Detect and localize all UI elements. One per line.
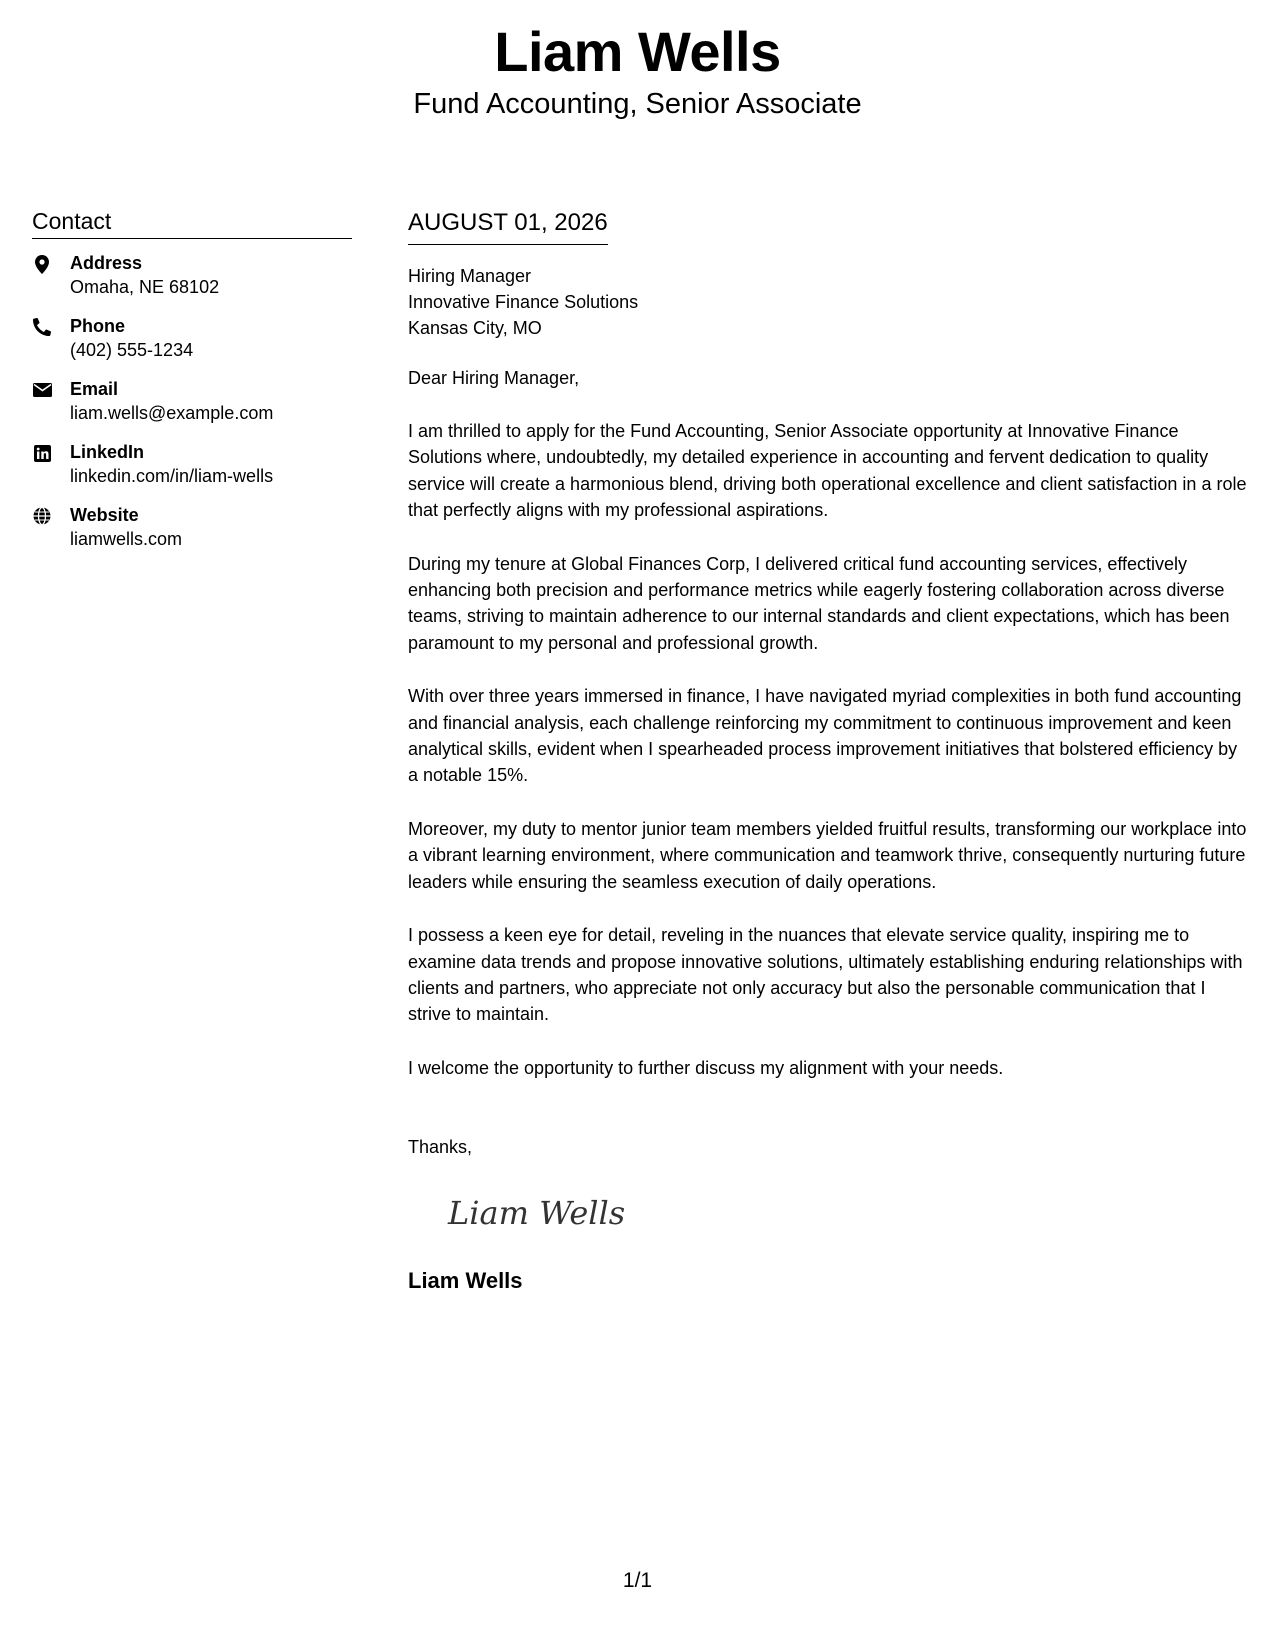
paragraph-2: During my tenure at Global Finances Corp, I delivered critical fund accounting services, effectively enhancing both precision and performance metrics while eagerly fostering collaboration across diverse teams, striving to maintain adherence to our internal standards and client expectations, which has been paramount to my personal and professional growth. xyxy=(408,553,1230,653)
letter-body xyxy=(408,207,1250,1295)
phone-icon xyxy=(32,317,52,337)
contact-item-email xyxy=(32,377,352,440)
email-label: Email xyxy=(70,379,119,399)
recipient-block xyxy=(408,263,1250,341)
address-label: Address xyxy=(70,253,143,273)
date-block xyxy=(408,207,608,245)
signature-script: Liam Wells xyxy=(448,1194,626,1233)
email-value: liam.wells@example.com xyxy=(70,403,274,423)
signature-image xyxy=(444,1188,644,1240)
paragraph-4: Moreover, my duty to mentor junior team members yielded fruitful results, transforming our workplace into a vibrant learning environment, where communication and teamwork thrive, consequently nurturing future leaders while ensuring the seamless execution of daily operations. xyxy=(408,818,1247,892)
map-pin-icon xyxy=(32,254,52,274)
globe-icon xyxy=(32,506,52,526)
recipient-location: Kansas City, MO xyxy=(408,318,542,338)
applicant-name: Liam Wells xyxy=(494,20,781,83)
header xyxy=(0,18,1275,122)
paragraph-3: With over three years immersed in finance, I have navigated myriad complexities in both fund accounting and financial analysis, each challenge reinforcing my commitment to continuous improvement and keen analytical skills, evident when I spearheaded process improvement initiatives that bolstered efficiency by a notable 15%. xyxy=(408,686,1242,786)
recipient-name: Hiring Manager xyxy=(408,266,532,286)
recipient-company: Innovative Finance Solutions xyxy=(408,292,639,312)
website-label: Website xyxy=(70,505,139,525)
website-value: liamwells.com xyxy=(70,529,183,549)
signer-name: Liam Wells xyxy=(408,1268,523,1294)
page-number: 1/1 xyxy=(622,1569,653,1592)
paragraph-5: I possess a keen eye for detail, reveling in the nuances that elevate service quality, inspiring me to examine data trends and propose innovative solutions, ultimately establishing enduring relationships with clients and partners, who appreciate not only accuracy but also the personable communication that I strive to maintain. xyxy=(408,925,1243,1025)
contact-item-phone xyxy=(32,314,352,377)
letter-date: AUGUST 01, 2026 xyxy=(408,209,608,236)
linkedin-value: linkedin.com/in/liam-wells xyxy=(70,466,274,486)
paragraph-1: I am thrilled to apply for the Fund Accounting, Senior Associate opportunity at Innovative Finance Solutions where, undoubtedly, my detailed experience in accounting and fervent dedication to quality service will create a harmonious blend, driving both operational excellence and client satisfaction in a role that perfectly aligns with my professional aspirations. xyxy=(408,421,1247,521)
envelope-icon xyxy=(32,380,52,400)
contact-item-website xyxy=(32,503,352,566)
phone-value: (402) 555-1234 xyxy=(70,340,194,360)
linkedin-icon xyxy=(32,443,52,463)
phone-label: Phone xyxy=(70,316,126,336)
contact-heading: Contact xyxy=(32,207,352,239)
closing: Thanks, xyxy=(408,1137,473,1158)
paragraph-6: I welcome the opportunity to further discuss my alignment with your needs. xyxy=(408,1057,1004,1078)
job-title: Fund Accounting, Senior Associate xyxy=(413,88,862,120)
greeting: Dear Hiring Manager, xyxy=(408,368,580,388)
linkedin-label: LinkedIn xyxy=(70,442,145,462)
contact-item-linkedin xyxy=(32,440,352,503)
address-value: Omaha, NE 68102 xyxy=(70,277,220,297)
contact-item-address xyxy=(32,251,352,314)
contact-sidebar xyxy=(32,207,352,566)
